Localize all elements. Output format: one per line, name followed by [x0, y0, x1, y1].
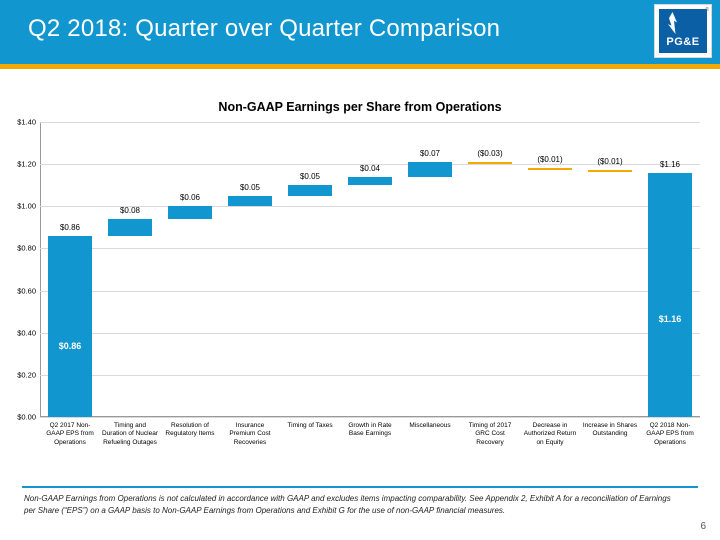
bar-value-label: $0.05 — [239, 182, 261, 192]
y-axis-tick-label: $0.80 — [17, 243, 36, 253]
chart-plot-area — [17, 117, 700, 422]
chart-bar — [168, 206, 212, 219]
chart-bar — [288, 185, 332, 196]
x-axis-category-label: Resolution of Regulatory Items — [165, 422, 215, 438]
company-logo — [654, 4, 712, 58]
y-axis-line — [40, 122, 41, 417]
chart-bar — [108, 219, 152, 236]
chart-bar — [648, 173, 692, 417]
gridline — [40, 417, 700, 418]
gridline — [40, 122, 700, 123]
registered-trademark-icon: ® — [705, 7, 709, 13]
bar-value-label: $0.06 — [179, 193, 201, 203]
bar-value-label: ($0.01) — [537, 155, 563, 165]
x-axis-category-label: Q2 2018 Non-GAAP EPS from Operations — [646, 422, 694, 446]
x-axis-category-label: Growth in Rate Base Earnings — [348, 422, 392, 438]
chart-bar — [408, 162, 452, 177]
gridline — [40, 375, 700, 376]
x-axis-category-label: Timing of 2017 GRC Cost Recovery — [468, 422, 512, 446]
bar-value-label: ($0.03) — [477, 149, 503, 159]
x-axis-category-label: Miscellaneous — [409, 422, 451, 429]
footnote-text: Non-GAAP Earnings from Operations is not calculated in accordance with GAAP and excludes items impacting comparability. See Appendix 2, Exhibit A for a reconciliation of Earnings per Share (“EPS”) on a GAAP basis to Non-GAAP Earnings from Operations and Exhibit G for the use of non-GAAP financial measures. — [24, 494, 671, 515]
bar-total-label: $0.86 — [58, 340, 82, 351]
page-number: 6 — [700, 521, 706, 532]
gridline — [40, 333, 700, 334]
bar-value-label: ($0.01) — [597, 157, 623, 167]
x-axis-category-label: Increase in Shares Outstanding — [582, 422, 638, 438]
x-axis-category-label: Insurance Premium Cost Recoveries — [229, 422, 271, 446]
bar-value-label: $0.04 — [359, 163, 381, 173]
waterfall-connector — [468, 162, 512, 164]
chart-bar — [228, 196, 272, 207]
bar-value-label: $0.07 — [419, 149, 441, 159]
footer-divider — [22, 486, 698, 488]
bar-value-label: $1.16 — [659, 159, 681, 169]
waterfall-connector — [588, 170, 632, 172]
y-axis-tick-label: $0.40 — [17, 328, 36, 338]
gridline — [40, 248, 700, 249]
header-accent-rule — [0, 64, 720, 69]
x-axis-category-label: Decrease in Authorized Return on Equity — [523, 422, 577, 446]
x-axis-category-label: Timing and Duration of Nuclear Refueling Outages — [102, 422, 158, 446]
slide-header — [0, 0, 720, 64]
y-axis-tick-label: $1.40 — [17, 117, 36, 127]
x-axis-category-label: Q2 2017 Non-GAAP EPS from Operations — [46, 422, 94, 446]
y-axis-tick-label: $0.20 — [17, 370, 36, 380]
y-axis-tick-label: $0.00 — [17, 412, 36, 422]
y-axis-tick-label: $1.00 — [17, 201, 36, 211]
x-axis-category-label: Timing of Taxes — [287, 422, 333, 429]
y-axis-tick-label: $0.60 — [17, 286, 36, 296]
chart-bar — [48, 236, 92, 417]
bar-value-label: $0.05 — [299, 172, 321, 182]
bar-value-label: $0.86 — [59, 222, 81, 232]
y-axis-tick-label: $1.20 — [17, 159, 36, 169]
page-title: Q2 2018: Quarter over Quarter Comparison — [28, 15, 501, 42]
chart-title: Non-GAAP Earnings per Share from Operations — [218, 100, 502, 114]
gridline — [40, 291, 700, 292]
bar-value-label: $0.08 — [119, 205, 141, 215]
waterfall-connector — [528, 168, 572, 170]
flame-icon — [667, 12, 677, 34]
chart-bar — [348, 177, 392, 185]
logo-badge — [659, 9, 707, 53]
bar-total-label: $1.16 — [658, 314, 682, 325]
logo-text: PG&E — [666, 36, 700, 48]
